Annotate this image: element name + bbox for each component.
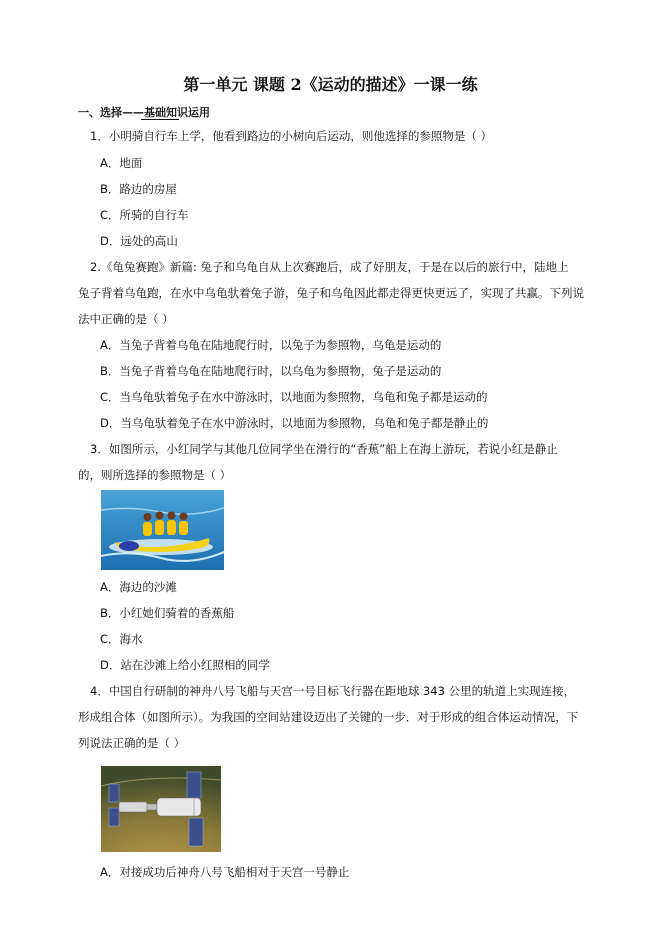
section-heading: 一、选择——基础知识运用 — [78, 106, 210, 119]
q1-option-d: D．远处的高山 — [100, 234, 178, 248]
q4-stem-line1: 4．中国自行研制的神舟八号飞船与天宫一号目标飞行器在距地球 343 公里的轨道上实现连接， — [90, 684, 576, 698]
q1-option-a: A．地面 — [100, 156, 143, 170]
q1-option-b: B．路边的房屋 — [100, 182, 177, 196]
q3-stem-line2: 的，则所选择的参照物是（ ） — [78, 468, 232, 482]
spacecraft-docking-photo — [101, 766, 221, 852]
q2-stem-line2: 兔子背着乌龟跑，在水中乌龟驮着兔子游，兔子和乌龟因此都走得更快更远了，实现了共赢。下列说 — [78, 286, 584, 300]
page-title: 第一单元 课题 2《运动的描述》一课一练 — [183, 75, 478, 94]
q3-stem-line1: 3．如图所示，小红同学与其他几位同学坐在滑行的“香蕉”船上在海上游玩，若说小红是静止 — [90, 442, 558, 456]
q2-option-d: D．当乌龟驮着兔子在水中游泳时，以地面为参照物，乌龟和兔子都是静止的 — [100, 416, 489, 430]
q4-stem-line3: 列说法正确的是（ ） — [78, 736, 186, 750]
heading-underline — [141, 119, 179, 120]
q2-option-c: C．当乌龟驮着兔子在水中游泳时，以地面为参照物，乌龟和兔子都是运动的 — [100, 390, 488, 404]
q3-option-c: C．海水 — [100, 632, 143, 646]
q1-option-c: C．所骑的自行车 — [100, 208, 189, 222]
q3-option-d: D．站在沙滩上给小红照相的同学 — [100, 658, 270, 672]
q2-option-a: A．当兔子背着乌龟在陆地爬行时，以兔子为参照物，乌龟是运动的 — [100, 338, 442, 352]
q2-stem-line3: 法中正确的是（ ） — [78, 312, 174, 326]
q2-option-b: B．当兔子背着乌龟在陆地爬行时，以乌龟为参照物，兔子是运动的 — [100, 364, 442, 378]
banana-boat-photo — [101, 490, 224, 570]
q3-option-b: B．小红她们骑着的香蕉船 — [100, 606, 235, 620]
q2-stem-line1: 2.《龟兔赛跑》新篇: 兔子和乌龟自从上次赛跑后，成了好朋友，于是在以后的旅行中，陆地上 — [90, 260, 569, 274]
q1-stem: 1．小明骑自行车上学，他看到路边的小树向后运动，则他选择的参照物是（ ） — [90, 129, 492, 143]
q3-option-a: A．海边的沙滩 — [100, 580, 177, 594]
q4-stem-line2: 形成组合体（如图所示）。为我国的空间站建设迈出了关键的一步．对于形成的组合体运动情况，下 — [78, 710, 579, 724]
q4-option-a: A．对接成功后神舟八号飞船相对于天宫一号静止 — [100, 865, 350, 879]
